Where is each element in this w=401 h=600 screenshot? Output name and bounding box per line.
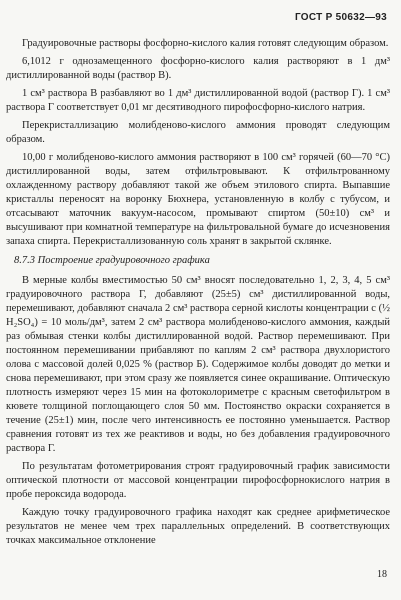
paragraph: Каждую точку градуировочного графика находят как среднее арифметическое результатов не менее чем трех параллельных определений. В соответствующих точках максимальное отклонение (6, 507, 390, 546)
paragraph: 10,00 г молибденово-кислого аммония растворяют в 100 см³ горячей (60—70 °С) дистиллированной воды, затем отфильтровывают. К отфильтрованному охлажденному раствору добавляют такой же объем этилового спирта. Выпавшие кристаллы переносят на воронку Бюхнера, установленную в колбу с тубусом, и отсасывают маточник вакуум-насосом, промывают спиртом (50±10) см³ и высушивают при комнатной температуре на фильтровальной бумаге до исчезновения запаха спирта. Перекристаллизованную соль хранят в закрытой склянке. (6, 152, 390, 247)
document-body (6, 37, 390, 552)
paragraph: 1 см³ раствора В разбавляют во 1 дм³ дистиллированной водой (раствор Г). 1 см³ раствора Г соответствует 0,01 мг десятиводного пирофосфорно-кислого натрия. (6, 88, 390, 113)
section-heading: 8.7.3 Построение градуировочного графика (14, 255, 210, 266)
page-header-standard: ГОСТ Р 50632—93 (294, 12, 387, 23)
paragraph: Перекристаллизацию молибденово-кислого аммония проводят следующим образом. (6, 120, 390, 145)
page-number: 18 (377, 569, 387, 580)
paragraph: Градуировочные растворы фосфорно-кислого калия готовят следующим образом. (22, 38, 389, 49)
paragraph: 6,1012 г однозамещенного фосфорно-кислого калия растворяют в 1 дм³ дистиллированной воды (раствор В). (6, 56, 390, 81)
paragraph: По результатам фотометрирования строят градуировочный график зависимости оптической плотности от массовой концентрации пирофосфорнокислого натрия в пробе пероксида водорода. (6, 461, 390, 500)
paragraph: В мерные колбы вместимостью 50 см³ вносят последовательно 1, 2, 3, 4, 5 см³ градуировочного раствора Г, добавляют (25±5) см³ дистиллированной воды, перемешивают, добавляют сначала 2 см³ раствора серной кислоты концентрации с (½ H₂SO₄) = 10 моль/дм³, затем 2 см³ раствора молибденово-кислого аммония, каждый раз обмывая стенки колбы дистиллированной водой. Раствор перемешивают. При постоянном перемешивании прибавляют по каплям 2 см³ раствора двухлористого олова с массовой долей 0,025 % (раствор Б). Содержимое колбы доводят до метки и снова перемешивают, при этом сразу же появляется синее окрашивание. Оптическую плотность измеряют через 15 мин на фотоколориметре с красным светофильтром в кювете толщиной поглощающего слоя 50 мм. Постоянство окраски сохраняется в течение (25±1) мин, после чего интенсивность ее постоянно уменьшается. Раствор сравнения готовят из тех же реактивов и воды, но без добавления градуировочного раствора Г. (6, 275, 390, 454)
